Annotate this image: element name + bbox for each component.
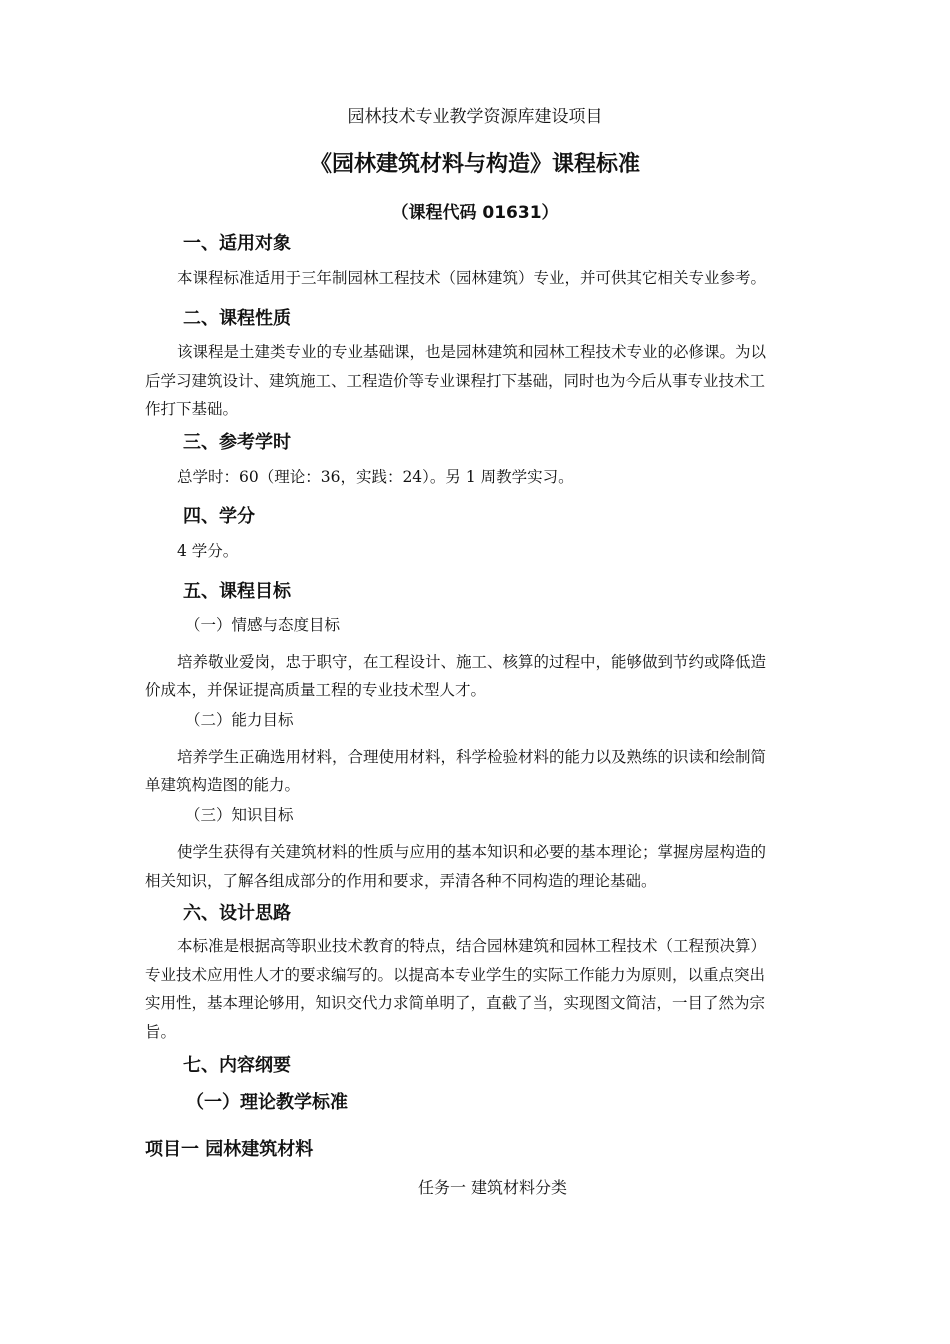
paragraph-line: 该课程是土建类专业的专业基础课，也是园林建筑和园林工程技术专业的必修课。为以 — [177, 343, 767, 361]
section-heading-credits: 四、学分 — [183, 506, 255, 527]
section-heading-hours: 三、参考学时 — [183, 432, 291, 453]
section-heading-design: 六、设计思路 — [183, 903, 291, 924]
section-heading-outline: 七、内容纲要 — [183, 1055, 291, 1076]
section-heading-nature: 二、课程性质 — [183, 308, 291, 329]
paragraph-line: 专业技术应用性人才的要求编写的。以提高本专业学生的实际工作能力为原则，以重点突出 — [145, 966, 766, 984]
subsection-heading-theory: （一）理论教学标准 — [186, 1092, 348, 1113]
paragraph-line: 4 学分。 — [177, 542, 239, 560]
paragraph-line: 后学习建筑设计、建筑施工、工程造价等专业课程打下基础，同时也为今后从事专业技术工 — [145, 372, 766, 390]
paragraph-line: 实用性，基本理论够用，知识交代力求简单明了，直截了当，实现图文简洁，一目了然为宗 — [145, 994, 766, 1012]
project-heading: 项目一 园林建筑材料 — [145, 1139, 314, 1160]
paragraph-line: 使学生获得有关建筑材料的性质与应用的基本知识和必要的基本理论；掌握房屋构造的 — [177, 843, 767, 861]
paragraph-line: 价成本，并保证提高质量工程的专业技术型人才。 — [145, 681, 487, 699]
course-code: （课程代码 01631） — [391, 203, 559, 223]
section-heading-target: 一、适用对象 — [183, 233, 291, 254]
paragraph-line: 作打下基础。 — [145, 400, 239, 418]
paragraph-line: 本标准是根据高等职业技术教育的特点，结合园林建筑和园林工程技术（工程预决算） — [177, 937, 767, 955]
paragraph-line: 培养敬业爱岗，忠于职守，在工程设计、施工、核算的过程中，能够做到节约或降低造 — [177, 653, 767, 671]
paragraph-line: 培养学生正确选用材料，合理使用材料，科学检验材料的能力以及熟练的识读和绘制简 — [177, 748, 767, 766]
subsection-heading-ability: （二）能力目标 — [185, 711, 294, 729]
paragraph-line: 相关知识，了解各组成部分的作用和要求，弄清各种不同构造的理论基础。 — [145, 872, 657, 890]
paragraph-line: 单建筑构造图的能力。 — [145, 776, 301, 794]
task-heading: 任务一 建筑材料分类 — [417, 1178, 568, 1197]
course-title: 《园林建筑材料与构造》课程标准 — [309, 152, 640, 177]
subsection-heading-attitude: （一）情感与态度目标 — [185, 616, 341, 634]
subsection-heading-knowledge: （三）知识目标 — [185, 806, 294, 824]
section-heading-objectives: 五、课程目标 — [183, 581, 291, 602]
paragraph-line: 旨。 — [145, 1023, 177, 1041]
paragraph-line: 总学时：60（理论：36，实践：24）。另 1 周教学实习。 — [177, 468, 574, 486]
project-title: 园林技术专业教学资源库建设项目 — [347, 107, 603, 127]
paragraph-line: 本课程标准适用于三年制园林工程技术（园林建筑）专业，并可供其它相关专业参考。 — [177, 269, 767, 287]
